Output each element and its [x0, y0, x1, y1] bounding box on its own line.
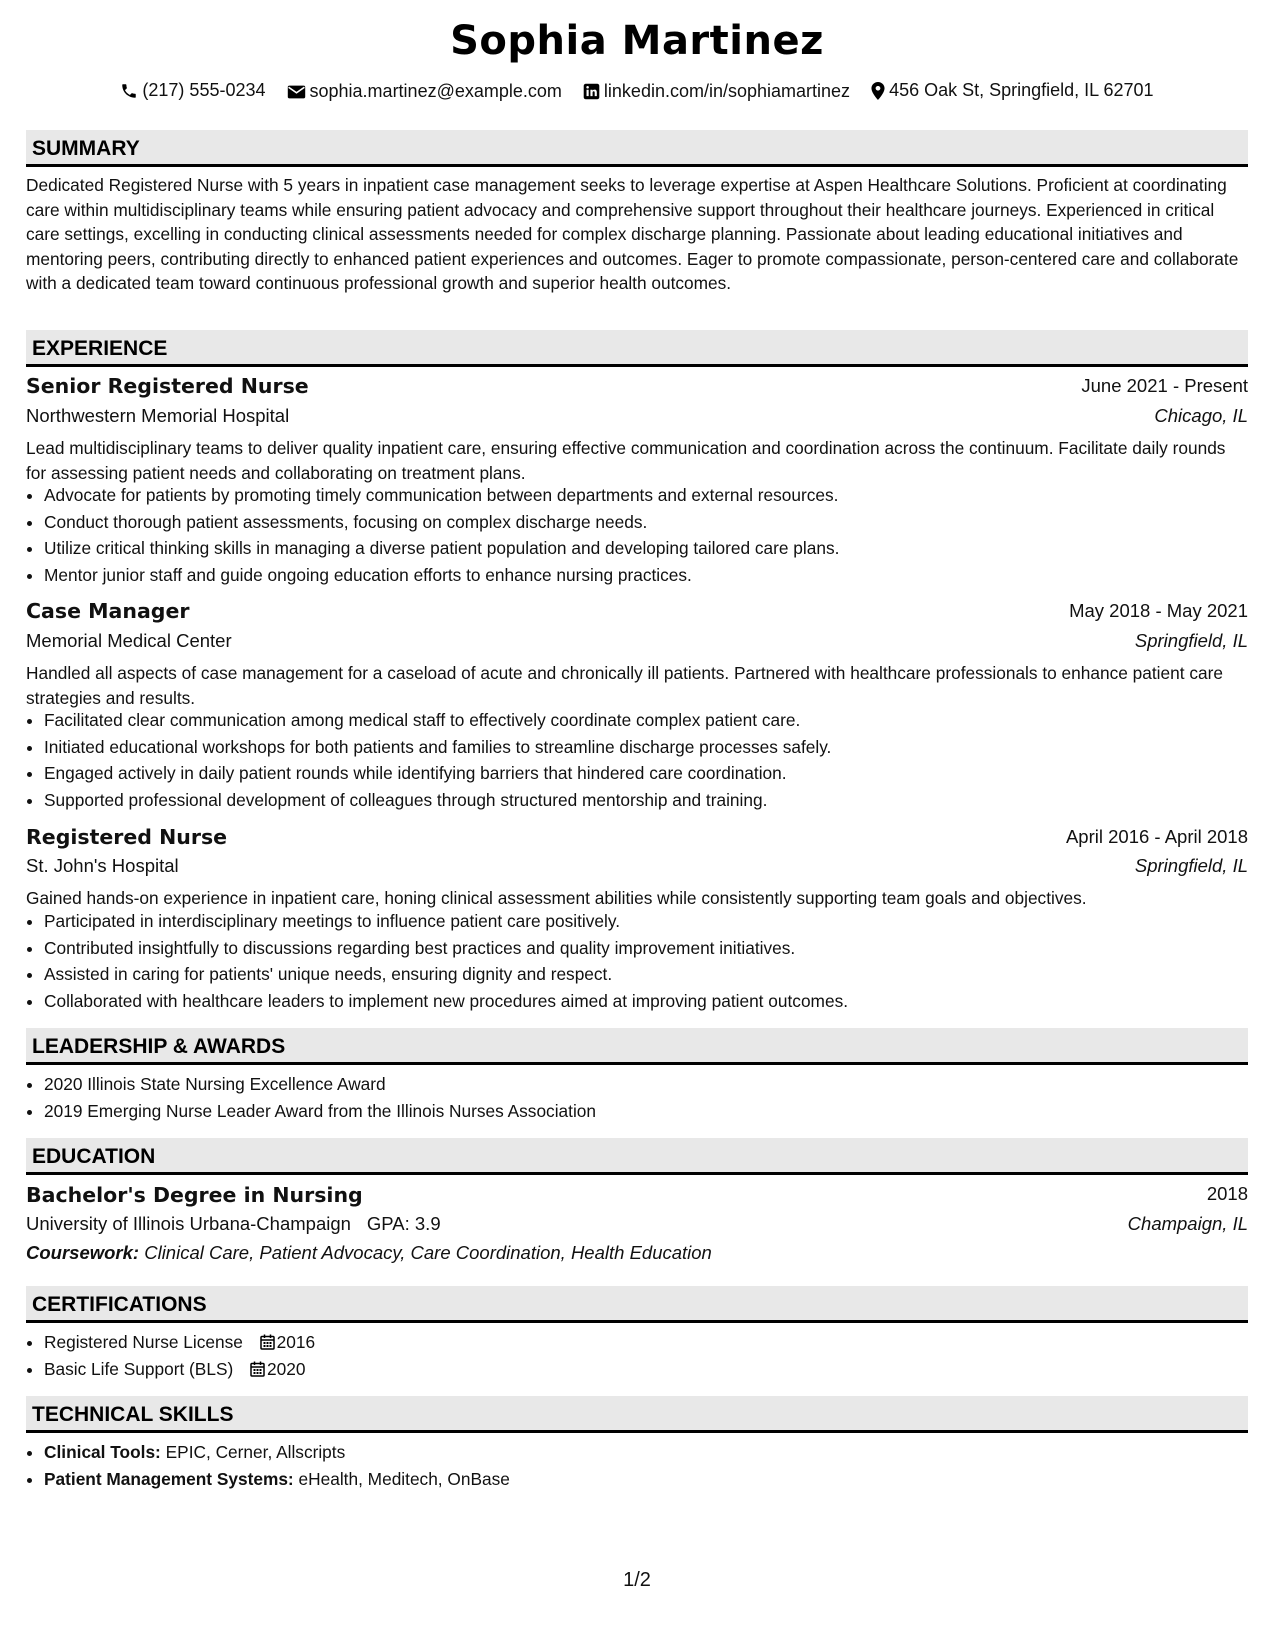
leadership-section-header [26, 1028, 1248, 1065]
list-item: • Initiated educational workshops for both patients and families to streamline discharge processes safely. [44, 734, 1266, 761]
list-item: • Mentor junior staff and guide ongoing education efforts to enhance nursing practices. [44, 562, 1266, 589]
calendar-icon [250, 1361, 265, 1377]
certifications-title: CERTIFICATIONS [32, 1293, 207, 1316]
address-text: 456 Oak St, Springfield, IL 62701 [889, 80, 1154, 100]
job-organization: Memorial Medical Center [26, 630, 232, 651]
skills-section-header [26, 1396, 1248, 1433]
map-pin-icon [871, 82, 885, 100]
skill-label: Patient Management Systems: [44, 1468, 294, 1489]
list-item: • Advocate for patients by promoting timely communication between departments and external resources. [44, 482, 1266, 509]
awards-list [26, 1071, 1266, 1124]
certification-name: Registered Nurse License [44, 1332, 243, 1352]
job-title: Case Manager [26, 599, 190, 623]
degree-name: Bachelor's Degree in Nursing [26, 1183, 363, 1207]
list-item: • 2019 Emerging Nurse Leader Award from the Illinois Nurses Association [44, 1098, 1266, 1125]
summary-text: Dedicated Registered Nurse with 5 years in inpatient case management seeks to leverage expertise at Aspen Healthcare Solutions. Proficient at coordinating care within multidisciplinary teams while ensuring patient advocacy and comprehensive support throughout their healthcare journeys. Experienced in critical care settings, excelling in conducting clinical assessments needed for complex discharge planning. Passionate about leading educational initiatives and mentoring peers, contributing directly to enhanced patient experiences and outcomes. Eager to promote compassionate, person-centered care and collaborate with a dedicated team toward continuous professional growth and superior health outcomes. [26, 175, 1239, 293]
coursework-text: Clinical Care, Patient Advocacy, Care Coordination, Health Education [144, 1242, 712, 1263]
certification-year: 2016 [276, 1332, 316, 1352]
list-item [44, 1356, 1266, 1383]
list-item: • Contributed insightfully to discussions regarding best practices and quality improvement initiatives. [44, 935, 1266, 962]
summary-title: SUMMARY [32, 137, 140, 160]
envelope-icon [287, 84, 306, 100]
list-item [44, 1439, 1266, 1466]
page-number: 1/2 [623, 1569, 651, 1591]
list-item: • Participated in interdisciplinary meetings to influence patient care positively. [44, 908, 1266, 935]
graduation-year: 2018 [1206, 1183, 1248, 1204]
job-bullet-list [26, 908, 1266, 1014]
candidate-name: Sophia Martinez [450, 18, 824, 64]
list-item [44, 1466, 1266, 1493]
skill-label: Clinical Tools: [44, 1442, 161, 1462]
list-item: • Collaborated with healthcare leaders to implement new procedures aimed at improving patient outcomes. [44, 988, 1266, 1015]
contact-address [871, 80, 1154, 101]
phone-text: (217) 555-0234 [142, 80, 266, 100]
job-title: Senior Registered Nurse [26, 374, 309, 398]
job-location: Springfield, IL [1134, 855, 1248, 876]
list-item: • Engaged actively in daily patient rounds while identifying barriers that hindered care coordination. [44, 760, 1266, 787]
job-bullet-list [26, 482, 1266, 588]
job-title: Registered Nurse [26, 825, 228, 849]
contact-linkedin[interactable] [583, 81, 850, 102]
job-location: Springfield, IL [1134, 630, 1248, 651]
skills-list [26, 1439, 1266, 1492]
email-text: sophia.martinez@example.com [309, 81, 562, 101]
phone-icon [120, 82, 138, 100]
job-bullet-list [26, 707, 1266, 813]
skill-value: EPIC, Cerner, Allscripts [165, 1442, 346, 1462]
skills-title: TECHNICAL SKILLS [32, 1403, 234, 1426]
certification-year: 2020 [267, 1358, 306, 1379]
job-location: Chicago, IL [1154, 405, 1248, 426]
certifications-section-header [26, 1286, 1248, 1323]
linkedin-icon [583, 83, 600, 100]
contact-phone [120, 80, 265, 101]
certifications-list [26, 1329, 1266, 1382]
experience-section-header [26, 330, 1248, 367]
list-item [44, 1329, 1266, 1356]
list-item: • Assisted in caring for patients' unique needs, ensuring dignity and respect. [44, 961, 1266, 988]
education-title: EDUCATION [32, 1145, 156, 1168]
calendar-icon [260, 1334, 275, 1350]
job-dates: May 2018 - May 2021 [1069, 600, 1248, 621]
coursework-label: Coursework: [26, 1242, 140, 1263]
education-section-header [26, 1138, 1248, 1175]
job-description: Gained hands-on experience in inpatient care, honing clinical assessment abilities while consistently supporting team goals and objectives. [26, 888, 1087, 908]
leadership-title: LEADERSHIP & AWARDS [32, 1035, 286, 1058]
list-item: • Facilitated clear communication among medical staff to effectively coordinate complex patient care. [44, 707, 1266, 734]
experience-title: EXPERIENCE [32, 337, 168, 360]
job-organization: Northwestern Memorial Hospital [26, 405, 290, 426]
job-dates: April 2016 - April 2018 [1065, 826, 1248, 847]
list-item: • Supported professional development of colleagues through structured mentorship and training. [44, 787, 1266, 814]
job-description: Handled all aspects of case management for a caseload of acute and chronically ill patients. Partnered with healthcare professionals to enhance patient care strategies and results. [26, 663, 1223, 708]
certification-name: Basic Life Support (BLS) [44, 1358, 234, 1379]
school-location: Champaign, IL [1127, 1213, 1248, 1234]
contact-bar [26, 80, 1248, 105]
list-item: • 2020 Illinois State Nursing Excellence Award [44, 1071, 1266, 1098]
contact-email[interactable] [287, 81, 562, 102]
gpa: GPA: 3.9 [366, 1213, 441, 1234]
skill-value: eHealth, Meditech, OnBase [298, 1468, 510, 1489]
coursework-line [26, 1242, 712, 1264]
job-description: Lead multidisciplinary teams to deliver quality inpatient care, ensuring effective communication and coordination across the continuum. Facilitate daily rounds for assessing patient needs and collaborating on treatment plans. [26, 438, 1226, 483]
job-dates: June 2021 - Present [1081, 375, 1248, 396]
list-item: • Conduct thorough patient assessments, focusing on complex discharge needs. [44, 509, 1266, 536]
job-organization: St. John's Hospital [26, 855, 179, 876]
list-item: • Utilize critical thinking skills in managing a diverse patient population and developing tailored care plans. [44, 535, 1266, 562]
school-name: University of Illinois Urbana-Champaign [26, 1213, 351, 1234]
summary-section-header [26, 130, 1248, 167]
school-line [26, 1213, 441, 1235]
linkedin-text: linkedin.com/in/sophiamartinez [603, 80, 851, 101]
